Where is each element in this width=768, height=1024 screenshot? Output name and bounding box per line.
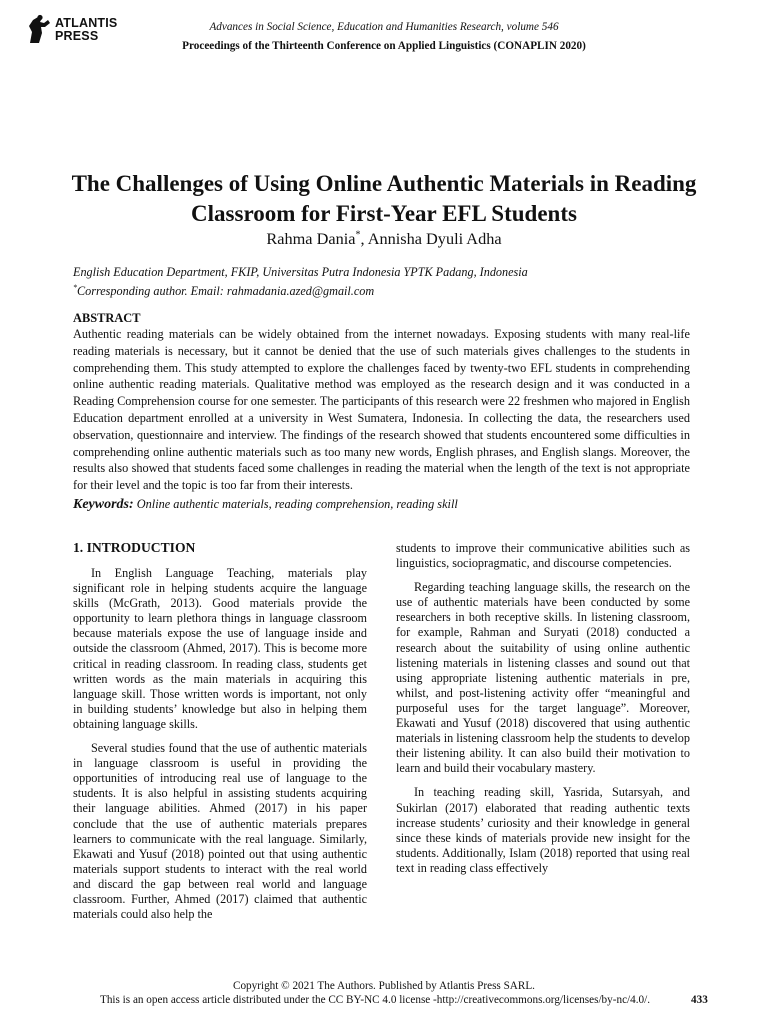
right-column xyxy=(396,541,690,885)
corresponding-mark-footnote: * xyxy=(73,283,77,292)
abstract-heading: ABSTRACT xyxy=(73,311,141,325)
logo-text-line2: PRESS xyxy=(55,29,99,43)
paper-title: The Challenges of Using Online Authentic Materials in Reading Classroom for First-Year EFL Students xyxy=(71,171,697,226)
corresponding-mark: * xyxy=(355,229,361,241)
author-1: Rahma Dania xyxy=(266,229,356,248)
author-2: Annisha Dyuli Adha xyxy=(367,229,502,248)
paragraph: In teaching reading skill, Yasrida, Sutarsyah, and Sukirlan (2017) elaborated that reading authentic texts increase students’ curiosity and their knowledge in general since these kinds of materials provide new insight for the students. Additionally, Islam (2018) reported that using real text in reading class effectively xyxy=(396,785,690,875)
paragraph: Several studies found that the use of authentic materials in language classroom is useful in providing the opportunities of introducing real use of language to the students. It is also helpful in assisting students acquiring their language abilities. Ahmed (2017) in his paper conclude that the use of authentic materials prepares learners to communicate with the real language. Similarly, Ekawati and Yusuf (2018) pointed out that using authentic materials support students to interact with the real world and discard the gap between real world and language classroom. Further, Ahmed (2017) claimed that authentic materials could also help the xyxy=(73,741,367,922)
abstract-text: Authentic reading materials can be widely obtained from the internet nowadays. Exposing students with many real-life reading materials is necessary, but it cannot be denied that the use of such materials gives challenges to the students in comprehending them. This study attempted to explore the challenges faced by twenty-two EFL students in comprehending online authentic reading materials. Qualitative method was employed as the research design and it was conducted in a Reading Comprehension course for one semester. The participants of this research were 22 freshmen who majored in English Education department enrolled at a university in West Sumatera, Indonesia. In collecting the data, the researchers used observation, questionnaire and interview. The findings of the research showed that students encountered some difficulties in comprehending online authentic materials such as too many new words, English phrases, and English slangs. Moreover, the results also showed that students faced some challenges in reading the material when the length of the text is not appropriate for their level and the topic is too far from their interests. xyxy=(73,327,690,493)
paragraph: students to improve their communicative abilities such as linguistics, sociopragmatic, and discourse competencies. xyxy=(396,541,690,571)
paragraph: In English Language Teaching, materials play significant role in helping students acquire the language skills (McGrath, 2013). Good materials provide the opportunity to learn plethora things in language classroom because materials expose the use of language inside and outside the classroom (Ahmed, 2017). This is become more critical in reading classroom. In reading class, students get written words as the main materials in acquiring this language skill. Those written words is important, not only in building students’ knowledge but also in helping them obtaining language skills. xyxy=(73,566,367,731)
corresponding-author xyxy=(73,280,528,299)
series-header: Advances in Social Science, Education and Humanities Research, volume 546 xyxy=(209,21,559,33)
section-heading-introduction: 1. INTRODUCTION xyxy=(73,540,196,555)
page-number: 433 xyxy=(691,994,708,1006)
keywords-value: Online authentic materials, reading comprehension, reading skill xyxy=(136,497,458,511)
affiliation: English Education Department, FKIP, Universitas Putra Indonesia YPTK Padang, Indonesia xyxy=(73,265,528,279)
left-column xyxy=(73,566,367,931)
author-list xyxy=(0,229,768,249)
license-notice: This is an open access article distributed under the CC BY-NC 4.0 license -http://creativecommons.org/licenses/by-nc/4.0/. xyxy=(100,994,651,1006)
keywords-line xyxy=(73,497,458,513)
copyright-notice: Copyright © 2021 The Authors. Published by Atlantis Press SARL. xyxy=(233,980,535,992)
affiliation-block xyxy=(73,265,528,299)
paragraph: Regarding teaching language skills, the research on the use of authentic materials have been conducted by some researchers in both receptive skills. In listening classroom, for example, Rahman and Suryati (2018) conducted a research about the suitability of using online authentic listening materials in listening classes and sound out that using appropriate listening authentic materials in pre, whilst, and post-listening activity offer “meaningful and purposeful uses for the target language”. Moreover, Ekawati and Yusuf (2018) discovered that using authentic materials in listening classroom help the students to develop their listening ability. It can also build their motivation to learn and build their vocabulary mastery. xyxy=(396,580,690,776)
logo-text-line1: ATLANTIS xyxy=(55,16,118,30)
corresponding-email: Corresponding author. Email: rahmadania.azed@gmail.com xyxy=(77,284,375,299)
keywords-label: Keywords: xyxy=(73,497,134,512)
author-separator: , xyxy=(360,229,368,248)
proceedings-header: Proceedings of the Thirteenth Conference on Applied Linguistics (CONAPLIN 2020) xyxy=(182,40,586,52)
